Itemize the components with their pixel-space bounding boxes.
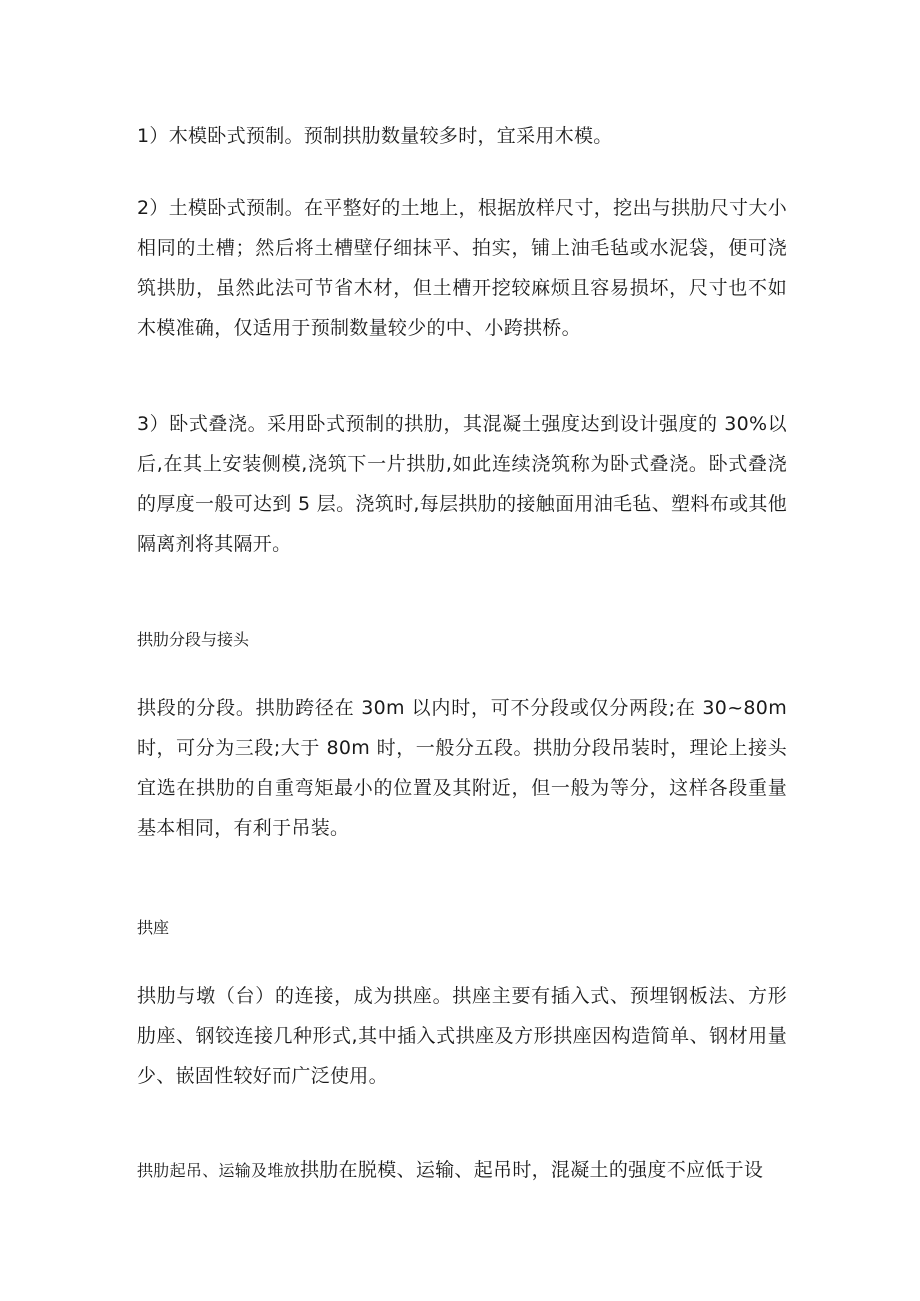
heading-segmentation: 拱肋分段与接头	[137, 630, 250, 649]
paragraph-stacked-casting: 3）卧式叠浇。采用卧式预制的拱肋，其混凝土强度达到设计强度的 30%以后,在其上安装侧模,浇筑下一片拱肋,如此连续浇筑称为卧式叠浇。卧式叠浇的厚度一般可达到 5 层。浇筑时,每层拱肋的接触面用油毛毡、塑料布或其他隔离剂将其隔开。	[137, 413, 787, 555]
lifting-text: 拱肋在脱模、运输、起吊时，混凝土的强度不应低于设	[300, 1159, 764, 1181]
lifting-lead-label: 拱肋起吊、运输及堆放	[137, 1161, 301, 1180]
paragraph-earth-mold: 2）土模卧式预制。在平整好的土地上，根据放样尺寸，挖出与拱肋尺寸大小相同的土槽；然后将土槽壁仔细抹平、拍实，铺上油毛毡或水泥袋，便可浇筑拱肋，虽然此法可节省木材，但土槽开挖较麻烦且容易损坏，尺寸也不如木模准确，仅适用于预制数量较少的中、小跨拱桥。	[137, 197, 787, 339]
paragraph-lifting	[137, 1150, 787, 1191]
heading-arch-seat: 拱座	[137, 918, 170, 937]
paragraph-segmentation: 拱段的分段。拱肋跨径在 30m 以内时，可不分段或仅分两段;在 30~80m时，可分为三段;大于 80m 时，一般分五段。拱肋分段吊装时，理论上接头宜选在拱肋的自重弯矩最小的位置及其附近，但一般为等分，这样各段重量基本相同，有利于吊装。	[137, 697, 787, 839]
paragraph-arch-seat: 拱肋与墩（台）的连接，成为拱座。拱座主要有插入式、预埋钢板法、方形肋座、钢铰连接几种形式,其中插入式拱座及方形拱座因构造简单、钢材用量少、嵌固性较好而广泛使用。	[137, 985, 787, 1087]
paragraph-wooden-mold: 1）木模卧式预制。预制拱肋数量较多时，宜采用木模。	[137, 125, 613, 147]
